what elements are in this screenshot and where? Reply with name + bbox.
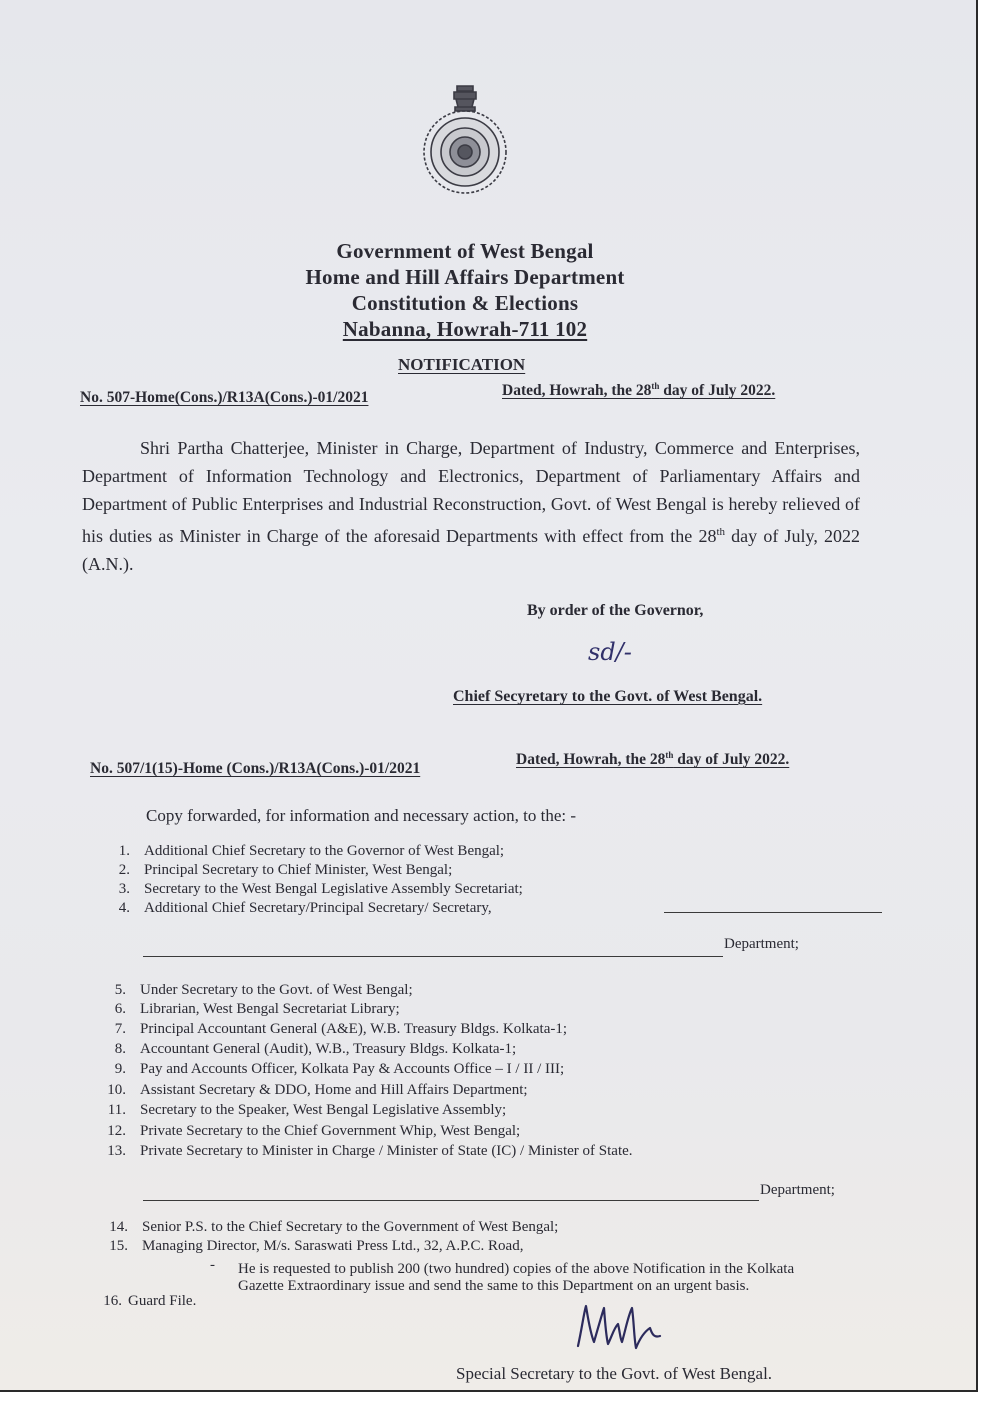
list-item: 15. Managing Director, M/s. Saraswati Press Ltd., 32, A.P.C. Road, [109,1238,524,1254]
press-note-line: Gazette Extraordinary issue and send the same to this Department on an urgent basis. [238,1278,750,1294]
by-order-line: By order of the Governor, [527,602,704,619]
list-item: 12. Private Secretary to the Chief Government Whip, West Bengal; [107,1123,521,1139]
list-item: 9. Pay and Accounts Officer, Kolkata Pay & Accounts Office – I / II / III; [114,1061,565,1077]
letterhead-department: Home and Hill Affairs Department [305,265,625,289]
list-item: 13. Private Secretary to Minister in Charge / Minister of State (IC) / Minister of State. [107,1143,633,1159]
press-note-line: He is requested to publish 200 (two hundred) copies of the above Notification in the Kolkata [238,1261,795,1277]
notification-body: Shri Partha Chatterjee, Minister in Charge, Department of Industry, Commerce and Enterprises, Department of Information Technology and Electronics, Department of Parliamentary Affairs and Department of Public Enterprises and Industrial Reconstruction, Govt. of West Bengal is hereby relieved of his duties as Minister in Charge of the aforesaid Departments with effect from the 28th day of July, 2022 (A.N.). [82,438,860,574]
copy-forwarded-line: Copy forwarded, for information and necessary action, to the: - [146,806,577,825]
blank-line [143,1200,759,1201]
special-secretary-designation: Special Secretary to the Govt. of West Bengal. [456,1364,773,1383]
state-emblem-icon [420,80,510,196]
department-label: Department; [724,936,799,952]
handwritten-signature [572,1298,682,1358]
sd-signature [586,632,666,672]
notification-title: NOTIFICATION [398,355,526,374]
press-note-dash: - [210,1257,215,1273]
list-item: 6. Librarian, West Bengal Secretariat Library; [114,1001,400,1017]
list-item: 5. Under Secretary to the Govt. of West Bengal; [114,982,413,998]
blank-line [664,912,882,913]
dated-line-2: Dated, Howrah, the 28th day of July 2022. [516,750,790,769]
list-item: 2. Principal Secretary to Chief Minister, West Bengal; [118,862,453,878]
letterhead-address: Nabanna, Howrah-711 102 [342,317,588,341]
list-item: 11. Secretary to the Speaker, West Bengal Legislative Assembly; [107,1102,507,1118]
list-item: 8. Accountant General (Audit), W.B., Treasury Bldgs. Kolkata-1; [114,1041,517,1057]
reference-number-2: No. 507/1(15)-Home (Cons.)/R13A(Cons.)-01/2021 [90,760,421,777]
letterhead-government: Government of West Bengal [336,239,594,263]
list-item: 10. Assistant Secretary & DDO, Home and Hill Affairs Department; [107,1082,528,1098]
chief-secretary-designation: Chief Secyretary to the Govt. of West Bengal. [453,688,763,705]
list-item: 14. Senior P.S. to the Chief Secretary to the Government of West Bengal; [109,1219,559,1235]
list-item: 7. Principal Accountant General (A&E), W.B. Treasury Bldgs. Kolkata-1; [114,1021,568,1037]
list-item: 1. Additional Chief Secretary to the Governor of West Bengal; [118,843,505,859]
department-label: Department; [760,1182,835,1198]
svg-text:sd/-: sd/- [588,638,632,666]
list-item: 16. Guard File. [103,1293,197,1309]
dated-line-1: Dated, Howrah, the 28th day of July 2022. [502,381,776,400]
list-item: 4. Additional Chief Secretary/Principal Secretary/ Secretary, [118,900,492,916]
blank-line [143,956,723,957]
list-item: 3. Secretary to the West Bengal Legislative Assembly Secretariat; [118,881,523,897]
reference-number-1: No. 507-Home(Cons.)/R13A(Cons.)-01/2021 [80,389,369,406]
letterhead-section: Constitution & Elections [351,291,579,315]
